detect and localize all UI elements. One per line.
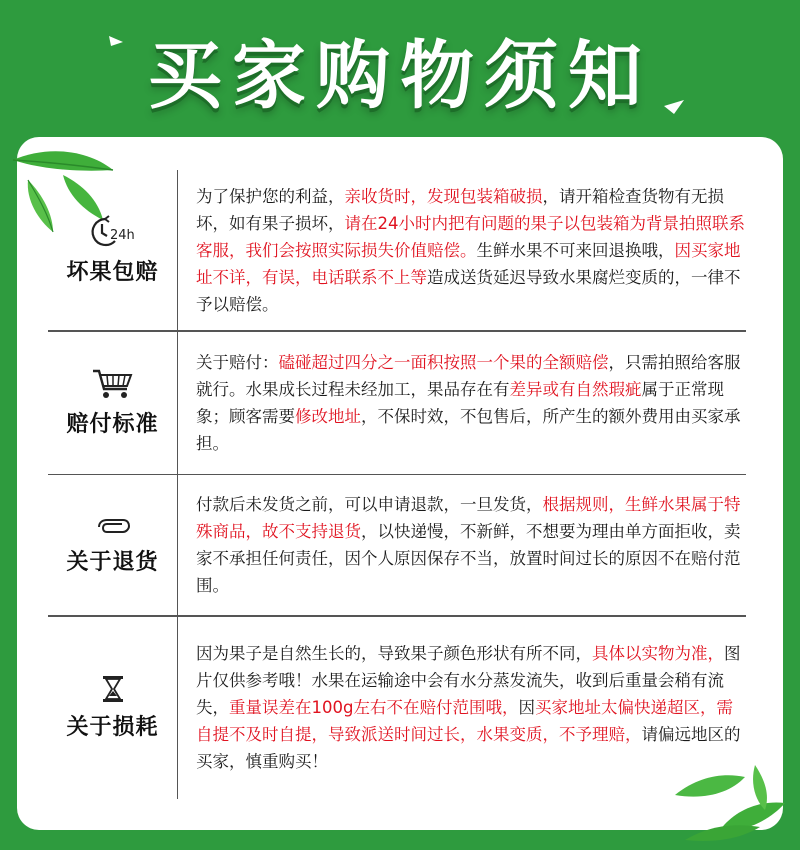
body-text: 请偏远地区的买家，慎重购买！ bbox=[196, 725, 741, 771]
clock-24h-icon bbox=[85, 215, 141, 249]
section-label: 关于损耗 bbox=[66, 715, 159, 740]
body-text: 为了保护您的利益， bbox=[196, 186, 345, 206]
section-label: 坏果包赔 bbox=[66, 259, 159, 285]
section-header bbox=[48, 332, 178, 474]
highlight-text: 重量误差在100g左右不在赔付范围哦， bbox=[229, 698, 519, 717]
section-text bbox=[178, 170, 748, 330]
highlight-text: 因买家地址不详，有误，电话联系不上等 bbox=[196, 240, 741, 287]
body-text: 图片仅供参考哦！水果在运输途中会有水分蒸发流失，收到后重量会稍有流失， bbox=[196, 644, 741, 717]
section-label: 关于退货 bbox=[66, 549, 159, 575]
paperclip-icon bbox=[93, 515, 133, 539]
section-paragraph bbox=[196, 640, 748, 775]
body-text: ，只需拍照给客服就行。水果成长过程未经加工，果品存在有 bbox=[196, 352, 741, 399]
highlight-text: 亲收货时，发现包装箱破损 bbox=[344, 186, 543, 206]
sparkle-left-icon bbox=[105, 30, 135, 60]
body-text: ，不保时效，不包售后，所产生的额外费用由买家承担。 bbox=[196, 406, 741, 453]
section-damaged-fruit bbox=[48, 170, 748, 330]
section-header bbox=[48, 617, 178, 799]
highlight-text: 请在24小时内把有问题的果子以包装箱为背景拍照联系客服，我们会按照实际损失价值赔偿。 bbox=[196, 213, 745, 260]
section-text bbox=[178, 475, 748, 615]
highlight-text: 具体以实物为准， bbox=[592, 644, 724, 663]
section-paragraph bbox=[196, 349, 748, 457]
highlight-text: 根据规则，生鲜水果属于特殊商品，故不支持退货 bbox=[196, 495, 741, 541]
shopping-cart-icon bbox=[91, 367, 135, 401]
section-returns bbox=[48, 475, 748, 615]
highlight-text: 差异或有自然瑕疵 bbox=[509, 379, 642, 399]
body-text: ，请开箱检查货物有无损坏，如有果子损坏， bbox=[196, 186, 724, 233]
section-loss bbox=[48, 617, 748, 799]
body-text: ，以快递慢，不新鲜，不想要为理由单方面拒收，卖家不承担任何责任，因个人原因保存不当，放置时间过长的原因不在赔付范围。 bbox=[196, 522, 741, 595]
section-paragraph bbox=[196, 491, 748, 599]
body-text: 因 bbox=[518, 698, 535, 717]
section-paragraph bbox=[196, 183, 748, 318]
section-text bbox=[178, 332, 748, 474]
highlight-text: 磕碰超过四分之一面积按照一个果的全额赔偿 bbox=[278, 352, 609, 372]
body-text: 属于正常现象；顾客需要 bbox=[196, 379, 724, 426]
section-compensation-standard bbox=[48, 332, 748, 474]
body-text: 生鲜水果不可来回退换哦， bbox=[476, 240, 675, 260]
body-text: 付款后未发货之前，可以申请退款，一旦发货， bbox=[196, 495, 543, 514]
body-text: 因为果子是自然生长的，导致果子颜色形状有所不同， bbox=[196, 644, 592, 663]
body-text: 造成送货延迟导致水果腐烂变质的，一律不予以赔偿。 bbox=[196, 267, 741, 314]
section-text bbox=[178, 617, 748, 799]
highlight-text: 修改地址 bbox=[295, 406, 361, 426]
section-header bbox=[48, 475, 178, 615]
sections-list bbox=[48, 170, 748, 799]
body-text: 关于赔付： bbox=[196, 352, 279, 372]
highlight-text: 买家地址太偏快递超区，需自提不及时自提，导致派送时间过长，水果变质，不予理赔， bbox=[196, 698, 733, 744]
svg-text:24h: 24h bbox=[109, 227, 135, 243]
page-title: 买家购物须知 bbox=[148, 33, 652, 119]
section-label: 赔付标准 bbox=[66, 412, 159, 437]
sparkle-right-icon bbox=[660, 92, 690, 122]
section-header bbox=[48, 170, 178, 330]
hourglass-icon bbox=[101, 674, 125, 704]
